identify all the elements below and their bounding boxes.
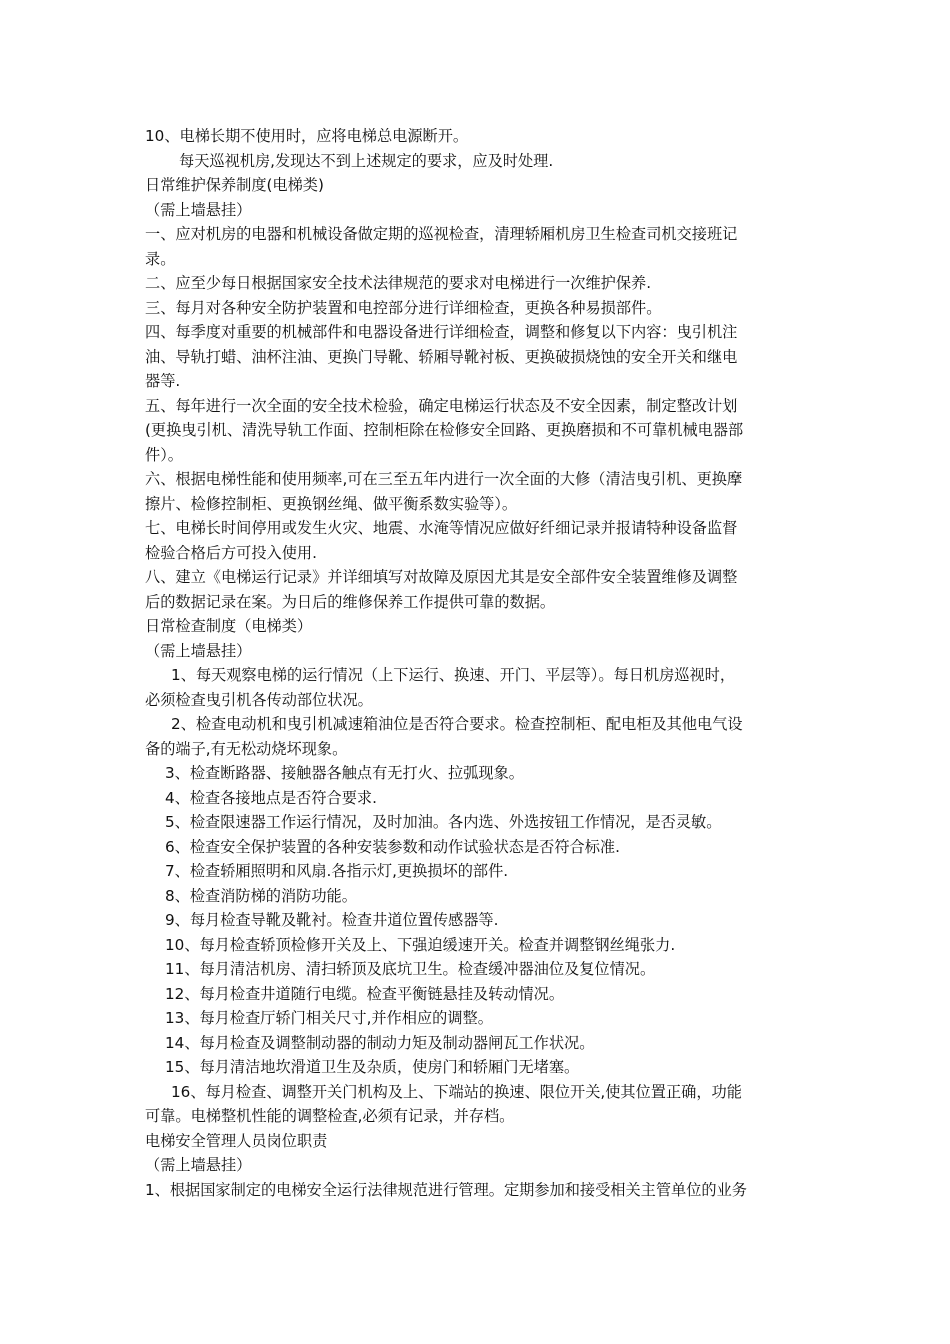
text-line: 8、检查消防梯的消防功能。 <box>165 886 357 905</box>
section-note: （需上墙悬挂） <box>145 641 252 660</box>
text-line: 录。 <box>145 249 176 268</box>
text-line: 后的数据记录在案。为日后的维修保养工作提供可靠的数据。 <box>145 592 556 611</box>
text-line: 器等. <box>145 372 181 390</box>
text-line: 检验合格后方可投入使用. <box>145 543 317 562</box>
text-line: 四、每季度对重要的机械部件和电器设备进行详细检查，调整和修复以下内容：曳引机注 <box>145 323 738 341</box>
text-line: 三、每月对各种安全防护装置和电控部分进行详细检查，更换各种易损部件。 <box>145 298 662 317</box>
text-line: 9、每月检查导靴及靴衬。检查井道位置传感器等. <box>165 911 499 929</box>
section-heading: 日常检查制度（电梯类） <box>145 617 313 635</box>
text-line: 七、电梯长时间停用或发生火灾、地震、水淹等情况应做好纤细记录并报请特种设备监督 <box>145 519 738 537</box>
section-heading: 日常维护保养制度(电梯类) <box>145 176 324 194</box>
text-line: 10、每月检查轿顶检修开关及上、下强迫缓速开关。检查并调整钢丝绳张力. <box>165 935 676 954</box>
text-line: 3、检查断路器、接触器各触点有无打火、拉弧现象。 <box>165 764 524 782</box>
text-line: 4、检查各接地点是否符合要求. <box>165 788 377 807</box>
text-line: 14、每月检查及调整制动器的制动力矩及制动器闸瓦工作状况。 <box>165 1033 595 1052</box>
text-line: 油、导轨打蜡、油杯注油、更换门导靴、轿厢导靴衬板、更换破损烧蚀的安全开关和继电 <box>145 347 738 366</box>
text-line: 每天巡视机房,发现达不到上述规定的要求，应及时处理. <box>179 151 554 170</box>
text-line: 12、每月检查井道随行电缆。检查平衡链悬挂及转动情况。 <box>165 984 565 1003</box>
text-line: 16、每月检查、调整开关门机构及上、下端站的换速、限位开关,使其位置正确，功能 <box>171 1082 742 1101</box>
section-note: （需上墙悬挂） <box>145 200 252 219</box>
text-line: 六、根据电梯性能和使用频率,可在三至五年内进行一次全面的大修（清洁曳引机、更换摩 <box>145 470 743 488</box>
document-page <box>145 124 810 1202</box>
text-line: 必须检查曳引机各传动部位状况。 <box>145 690 373 709</box>
text-line: 可靠。电梯整机性能的调整检查,必须有记录，并存档。 <box>145 1107 515 1125</box>
text-line: 2、检查电动机和曳引机减速箱油位是否符合要求。检查控制柜、配电柜及其他电气设 <box>171 715 743 733</box>
text-line: 八、建立《电梯运行记录》并详细填写对故障及原因尤其是安全部件安全装置维修及调整 <box>145 568 738 586</box>
text-line: 7、检查轿厢照明和风扇.各指示灯,更换损坏的部件. <box>165 862 509 880</box>
text-line: 五、每年进行一次全面的安全技术检验，确定电梯运行状态及不安全因素，制定整改计划 <box>145 396 738 415</box>
text-line: 1、根据国家制定的电梯安全运行法律规范进行管理。定期参加和接受相关主管单位的业务 <box>145 1180 747 1199</box>
text-line: 一、应对机房的电器和机械设备做定期的巡视检查，清理轿厢机房卫生检查司机交接班记 <box>145 225 738 243</box>
section-note: （需上墙悬挂） <box>145 1156 252 1174</box>
text-line: 6、检查安全保护装置的各种安装参数和动作试验状态是否符合标准. <box>165 837 620 856</box>
text-line: 二、应至少每日根据国家安全技术法律规范的要求对电梯进行一次维护保养. <box>145 274 652 292</box>
text-line: 11、每月清洁机房、清扫轿顶及底坑卫生。检查缓冲器油位及复位情况。 <box>165 960 656 978</box>
text-line: 13、每月检查厅轿门相关尺寸,并作相应的调整。 <box>165 1009 493 1027</box>
text-line: 擦片、检修控制柜、更换钢丝绳、做平衡系数实验等）。 <box>145 494 518 513</box>
text-line: 1、每天观察电梯的运行情况（上下运行、换速、开门、平层等）。每日机房巡视时， <box>171 666 736 684</box>
text-line: 10、电梯长期不使用时，应将电梯总电源断开。 <box>145 127 469 145</box>
text-line: 5、检查限速器工作运行情况，及时加油。各内选、外选按钮工作情况，是否灵敏。 <box>165 813 722 831</box>
text-line: 备的端子,有无松动烧坏现象。 <box>145 739 348 758</box>
text-line: (更换曳引机、清洗导轨工作面、控制柜除在检修安全回路、更换磨损和不可靠机械电器部 <box>145 421 744 439</box>
text-line: 件）。 <box>145 445 183 464</box>
text-line: 15、每月清洁地坎滑道卫生及杂质，使房门和轿厢门无堵塞。 <box>165 1058 580 1076</box>
section-heading: 电梯安全管理人员岗位职责 <box>145 1131 328 1150</box>
